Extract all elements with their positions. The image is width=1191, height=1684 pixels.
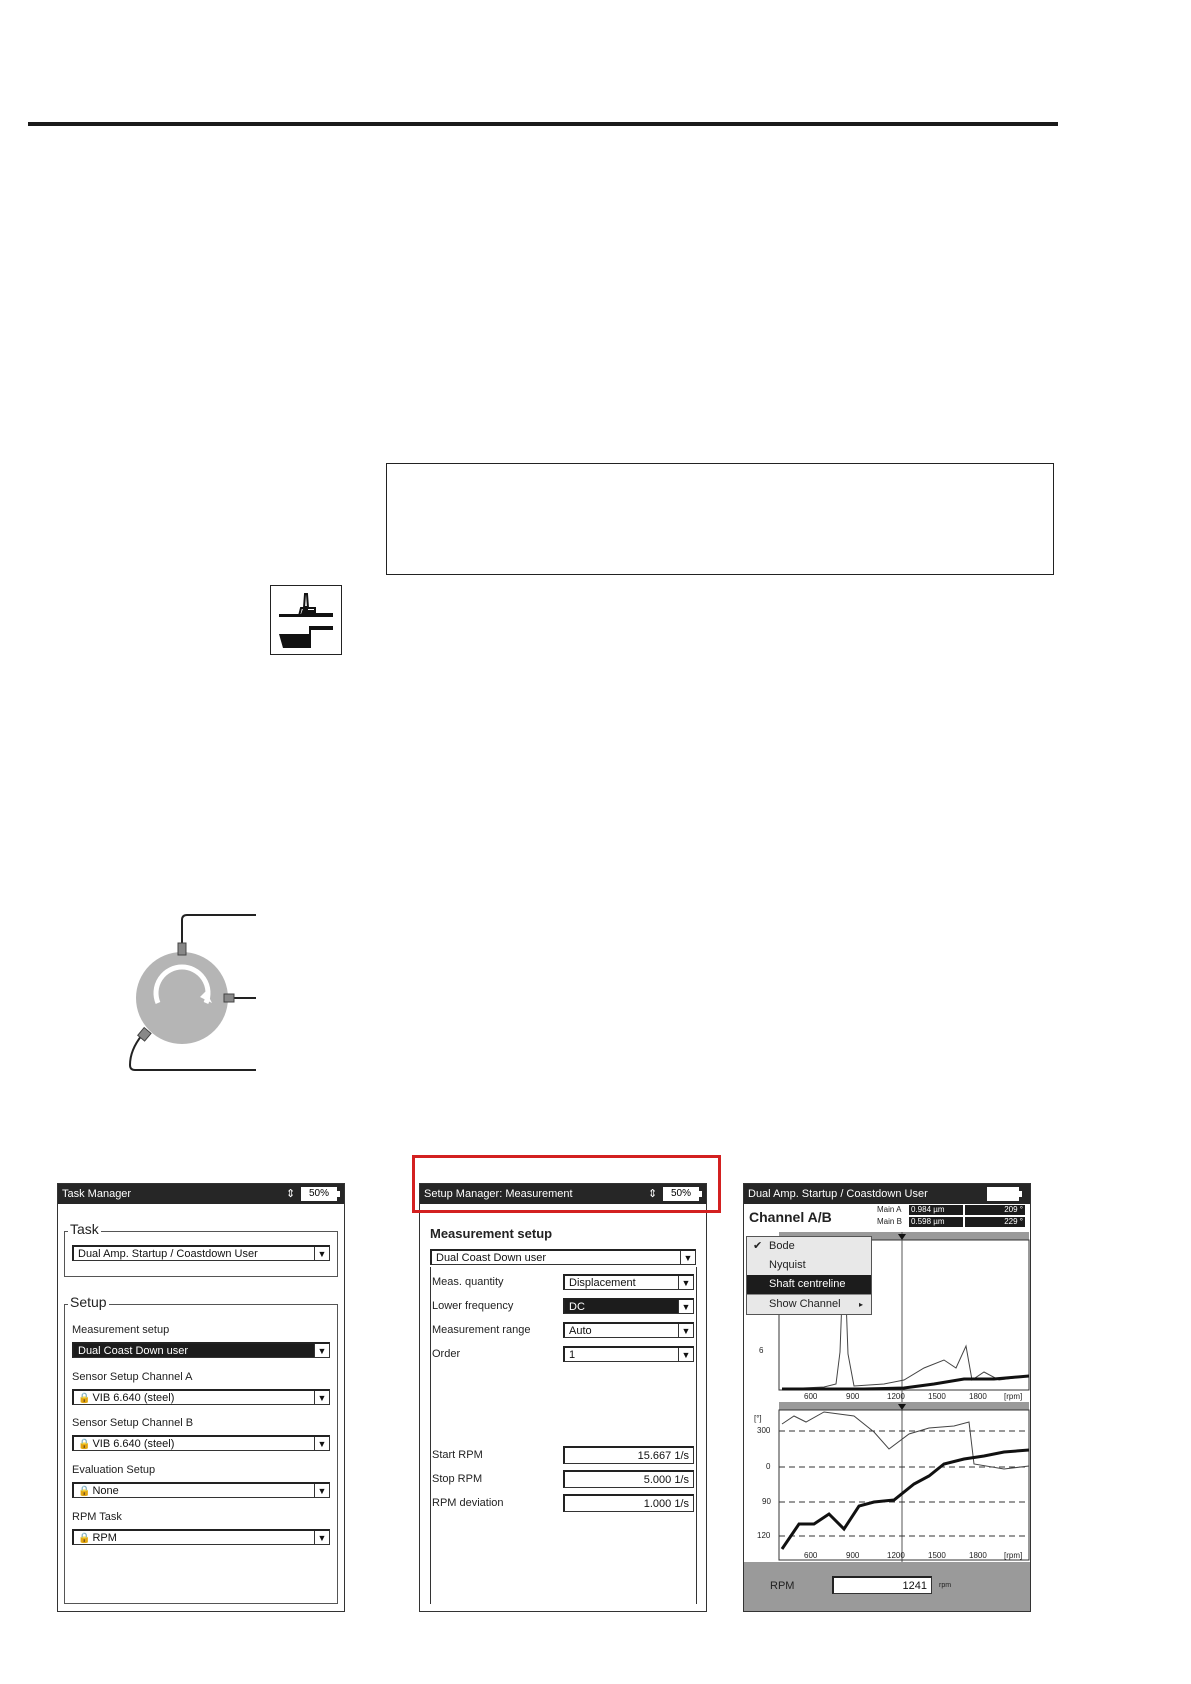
dropdown-arrow-icon[interactable]: ▼	[678, 1348, 693, 1361]
setup-name-combo[interactable]	[430, 1249, 696, 1265]
main-b-phase: 229 °	[965, 1217, 1025, 1227]
phase-tick-label: 300	[757, 1426, 771, 1435]
updown-icon: ⇕	[648, 1188, 658, 1200]
sensor-a-combo[interactable]	[72, 1389, 330, 1405]
title-bar	[58, 1184, 344, 1204]
menu-item-show-channel-label: Show Channel	[769, 1298, 841, 1310]
stop-rpm-field[interactable]: 5.000 1/s	[563, 1470, 694, 1488]
amp-x-tick: 600	[804, 1392, 818, 1401]
sensor-a-value: VIB 6.640 (steel)	[92, 1392, 175, 1404]
dropdown-arrow-icon[interactable]: ▼	[314, 1344, 329, 1357]
dropdown-arrow-icon[interactable]: ▼	[678, 1276, 693, 1289]
left-divider	[430, 1267, 431, 1604]
main-a-label: Main A	[877, 1205, 902, 1214]
amp-x-unit: [rpm]	[1004, 1392, 1023, 1401]
amp-x-tick: 900	[846, 1392, 860, 1401]
task-group-label: Task	[70, 1221, 99, 1237]
amp-x-tick: 1200	[887, 1392, 905, 1401]
phase-plot-frame	[779, 1410, 1029, 1560]
channel-label: Channel A/B	[749, 1209, 832, 1225]
start-rpm-label: Start RPM	[432, 1449, 483, 1461]
header-rule	[28, 122, 1058, 126]
phase-tick-label: 0	[766, 1462, 771, 1471]
task-manager-screen	[57, 1183, 345, 1612]
rpm-value-field: 1241	[832, 1576, 932, 1594]
order-combo[interactable]	[563, 1346, 694, 1362]
view-context-menu	[746, 1236, 872, 1315]
bode-mode-icon	[270, 585, 342, 655]
dropdown-arrow-icon[interactable]: ▼	[680, 1251, 695, 1264]
updown-icon: ⇕	[286, 1188, 296, 1200]
checkmark-icon: ✔	[753, 1240, 763, 1252]
phase-x-tick: 600	[804, 1551, 818, 1560]
dropdown-arrow-icon[interactable]: ▼	[678, 1324, 693, 1337]
sensor-a-label: Sensor Setup Channel A	[72, 1371, 193, 1383]
phase-x-unit: [rpm]	[1004, 1551, 1023, 1560]
lock-icon: 🔒	[78, 1393, 91, 1404]
battery-indicator: 50%	[663, 1187, 699, 1201]
stop-rpm-label: Stop RPM	[432, 1473, 483, 1485]
rpm-unit: rpm	[939, 1582, 952, 1589]
dropdown-arrow-icon[interactable]: ▼	[314, 1531, 329, 1544]
main-a-value: 0.984 µm	[909, 1205, 963, 1215]
measurement-setup-value: Dual Coast Down user	[78, 1345, 189, 1357]
rpm-deviation-field[interactable]: 1.000 1/s	[563, 1494, 694, 1512]
sensor-b-label: Sensor Setup Channel B	[72, 1417, 194, 1429]
dropdown-arrow-icon[interactable]: ▼	[314, 1391, 329, 1404]
menu-item-shaft-label: Shaft centreline	[769, 1278, 846, 1290]
phase-x-tick: 900	[846, 1551, 860, 1560]
screen-title: Dual Amp. Startup / Coastdown User	[748, 1188, 928, 1200]
task-combo-value: Dual Amp. Startup / Coastdown User	[78, 1248, 258, 1260]
phase-tick-label: 90	[762, 1497, 771, 1506]
start-rpm-field[interactable]: 15.667 1/s	[563, 1446, 694, 1464]
setup-group-label: Setup	[70, 1294, 107, 1310]
menu-item-show-channel[interactable]	[747, 1294, 871, 1314]
phase-x-tick: 1800	[969, 1551, 987, 1560]
meas-quantity-value: Displacement	[569, 1277, 636, 1289]
lock-icon: 🔒	[78, 1533, 91, 1544]
phase-unit-label: [°]	[754, 1414, 762, 1423]
rpm-task-combo[interactable]	[72, 1529, 330, 1545]
setup-manager-screen	[419, 1183, 707, 1612]
setup-heading: Measurement setup	[430, 1226, 553, 1241]
lower-frequency-label: Lower frequency	[432, 1300, 514, 1312]
menu-item-nyquist[interactable]	[747, 1256, 871, 1275]
screen-title: Task Manager	[62, 1188, 132, 1200]
dropdown-arrow-icon[interactable]: ▼	[678, 1300, 693, 1313]
phase-x-tick: 1500	[928, 1551, 946, 1560]
main-b-label: Main B	[877, 1217, 902, 1226]
meas-quantity-label: Meas. quantity	[432, 1276, 504, 1288]
right-divider	[696, 1267, 697, 1604]
menu-item-bode[interactable]	[747, 1237, 871, 1256]
measurement-setup-combo[interactable]	[72, 1342, 330, 1358]
rpm-deviation-label: RPM deviation	[432, 1497, 504, 1509]
meas-quantity-combo[interactable]	[563, 1274, 694, 1290]
phase-x-tick: 1200	[887, 1551, 905, 1560]
main-a-phase: 209 °	[965, 1205, 1025, 1215]
bode-screen	[743, 1183, 1031, 1612]
measurement-setup-label: Measurement setup	[72, 1324, 170, 1336]
measurement-range-combo[interactable]	[563, 1322, 694, 1338]
setup-name-value: Dual Coast Down user	[436, 1252, 547, 1264]
order-value: 1	[569, 1349, 576, 1361]
rpm-label: RPM	[770, 1580, 795, 1592]
sensor-b-combo[interactable]	[72, 1435, 330, 1451]
evaluation-setup-label: Evaluation Setup	[72, 1464, 156, 1476]
amp-tick-label: 6	[759, 1346, 764, 1355]
evaluation-setup-combo[interactable]	[72, 1482, 330, 1498]
rotor-sensor-illustration	[120, 905, 260, 1075]
lock-icon: 🔒	[78, 1439, 91, 1450]
main-b-value: 0.598 µm	[909, 1217, 963, 1227]
measurement-range-value: Auto	[569, 1325, 592, 1337]
lower-frequency-combo[interactable]	[563, 1298, 694, 1314]
rpm-task-value: RPM	[92, 1532, 117, 1544]
menu-item-bode-label: Bode	[769, 1240, 795, 1252]
submenu-arrow-icon: ▸	[858, 1300, 863, 1309]
sensor-b-value: VIB 6.640 (steel)	[92, 1438, 175, 1450]
lower-frequency-value: DC	[569, 1301, 585, 1313]
menu-item-shaft-centreline[interactable]	[747, 1275, 871, 1294]
dropdown-arrow-icon[interactable]: ▼	[314, 1484, 329, 1497]
amp-x-tick: 1500	[928, 1392, 946, 1401]
task-combo[interactable]	[72, 1245, 330, 1261]
dropdown-arrow-icon[interactable]: ▼	[314, 1437, 329, 1450]
lock-icon: 🔒	[78, 1486, 91, 1497]
amp-x-tick: 1800	[969, 1392, 987, 1401]
note-box	[386, 463, 1054, 575]
dropdown-arrow-icon[interactable]: ▼	[314, 1247, 329, 1260]
phase-tick-label: 120	[757, 1531, 771, 1540]
measurement-range-label: Measurement range	[432, 1324, 531, 1336]
evaluation-setup-value: None	[92, 1485, 119, 1497]
order-label: Order	[432, 1348, 461, 1360]
phase-series-b	[782, 1450, 1029, 1549]
menu-item-nyquist-label: Nyquist	[769, 1259, 806, 1271]
rpm-task-label: RPM Task	[72, 1511, 122, 1523]
phase-series-a	[782, 1412, 1029, 1469]
screen-title: Setup Manager: Measurement	[424, 1188, 573, 1200]
battery-indicator: 50%	[301, 1187, 337, 1201]
highlight-frame	[412, 1155, 721, 1213]
